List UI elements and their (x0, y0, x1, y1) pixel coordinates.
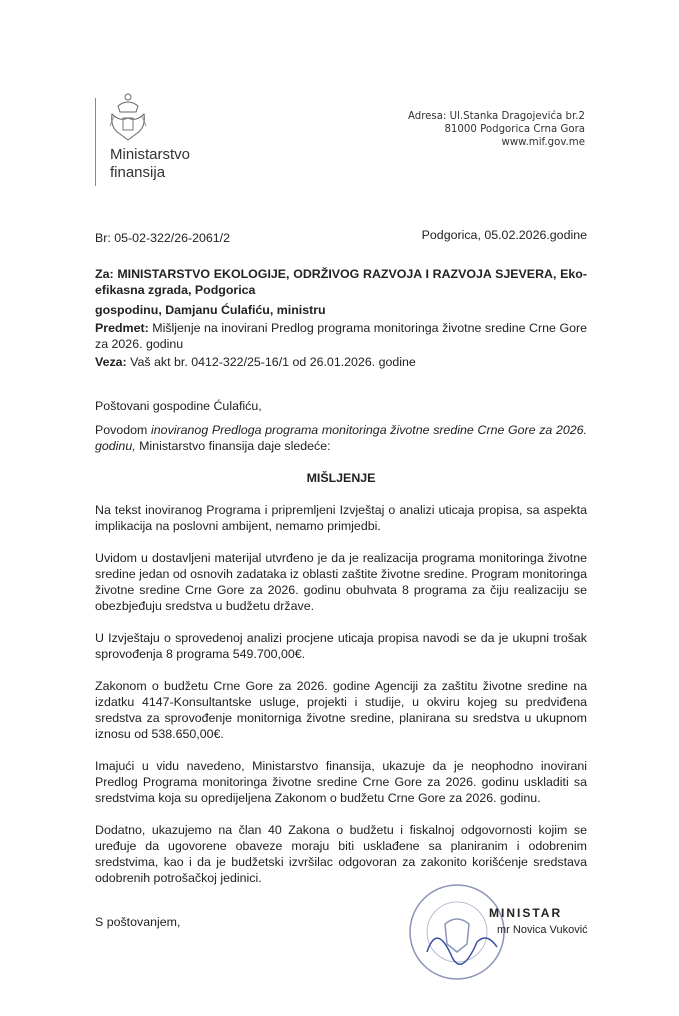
recipient-label: Za: (95, 267, 114, 281)
address-city: 81000 Podgorica Crna Gora (444, 124, 585, 135)
addressee: gospodinu, Damjanu Ćulafiću, ministru (95, 303, 326, 317)
reference-text: Vaš akt br. 0412-322/25-16/1 od 26.01.2026. godine (130, 355, 416, 369)
website-link[interactable]: www.mif.gov.me (501, 137, 585, 148)
signature-row (95, 900, 587, 996)
signatory-name: mr Novica Vuković (497, 924, 588, 936)
reference-label: Veza: (95, 355, 127, 369)
intro-post: Ministarstvo finansija daje sledeće: (135, 439, 331, 453)
closing: S poštovanjem, (95, 915, 181, 929)
paragraph: Imajući u vidu navedeno, Ministarstvo finansija, ukazuje da je neophodno inovirani Predlog Programa monitoringa životne sredine Crne Gore za 2026. godinu uskladiti sa sredstvima koja su opredijeljena Zakonom o budžetu Crne Gore za 2026. godinu. (95, 759, 587, 805)
official-stamp-icon (407, 882, 507, 982)
intro-italic: inoviranog Predloga programa monitoringa životne sredine Crne Gore za 2026. godinu, (95, 423, 588, 453)
greeting: Poštovani gospodine Ćulafiću, (95, 399, 262, 413)
ministry-line-1: Ministarstvo (110, 146, 191, 163)
recipient (95, 266, 587, 298)
letter-date: Podgorica, 05.02.2026.godine (421, 228, 587, 242)
coat-of-arms-icon (108, 92, 148, 144)
subject-label: Predmet: (95, 321, 149, 335)
header-divider (95, 98, 96, 186)
reference-date-row (95, 227, 587, 246)
subject-text: Mišljenje na inovirani Predlog programa monitoringa životne sredine Crne Gore za 2026. godinu (95, 321, 587, 351)
reference-number: Br: 05-02-322/26-2061/2 (95, 231, 231, 245)
reference (95, 354, 587, 370)
address-street: Adresa: Ul.Stanka Dragojevića br.2 (407, 111, 585, 122)
paragraph: Dodatno, ukazujemo na član 40 Zakona o budžetu i fiskalnoj odgovornosti kojim se uređuje da ugovorene obaveze moraju biti usklađene sa planiranim i odobrenim sredstvima, kao i da je budžetski izvršilac odgovoran za zakonito korišćenje sredstava odobrenih potrošačkoj jedinici. (95, 823, 587, 885)
paragraph: Zakonom o budžetu Crne Gore za 2026. godine Agenciji za zaštitu životne sredine na izdatku 4147-Konsultantske usluge, projekti i studije, u okviru kojeg su predviđena sredstva za sprovođenje monitorniga životne sredine, planirana su sredstva u ukupnom iznosu od 538.650,00€. (95, 679, 587, 741)
recipient-text: MINISTARSTVO EKOLOGIJE, ODRŽIVOG RAZVOJA I RAZVOJA SJEVERA, Eko-efikasna zgrada, Podgorica (95, 267, 587, 297)
paragraph: U Izvještaju o sprovedenoj analizi procjene uticaja propisa navodi se da je ukupni trošak sprovođenja 8 programa 549.700,00€. (95, 631, 587, 661)
intro (95, 422, 587, 454)
intro-pre: Povodom (95, 423, 152, 437)
address-block (408, 110, 585, 149)
paragraph: Uvidom u dostavljeni materijal utvrđeno je da je realizacija programa monitoringa životne sredine jedan od osnovih zadataka iz oblasti zaštite životne sredine. Program monitoringa životne sredine Crne Gore za 2026. godinu obuhvata 8 programa za čiju realizaciju se obezbjeđuju sredstva u budžetu države. (95, 551, 587, 613)
signatory-title: MINISTAR (489, 906, 563, 920)
letter-body (95, 227, 587, 1016)
ministry-name (110, 146, 190, 182)
subject (95, 320, 587, 352)
opinion-heading: MIŠLJENJE (306, 471, 376, 485)
signature-block (407, 900, 597, 996)
ministry-line-2: finansija (110, 164, 166, 181)
paragraph: Na tekst inoviranog Programa i pripremljeni Izvještaj o analizi uticaja propisa, sa aspekta implikacija na poslovni ambijent, nemamo primjedbi. (95, 503, 587, 533)
